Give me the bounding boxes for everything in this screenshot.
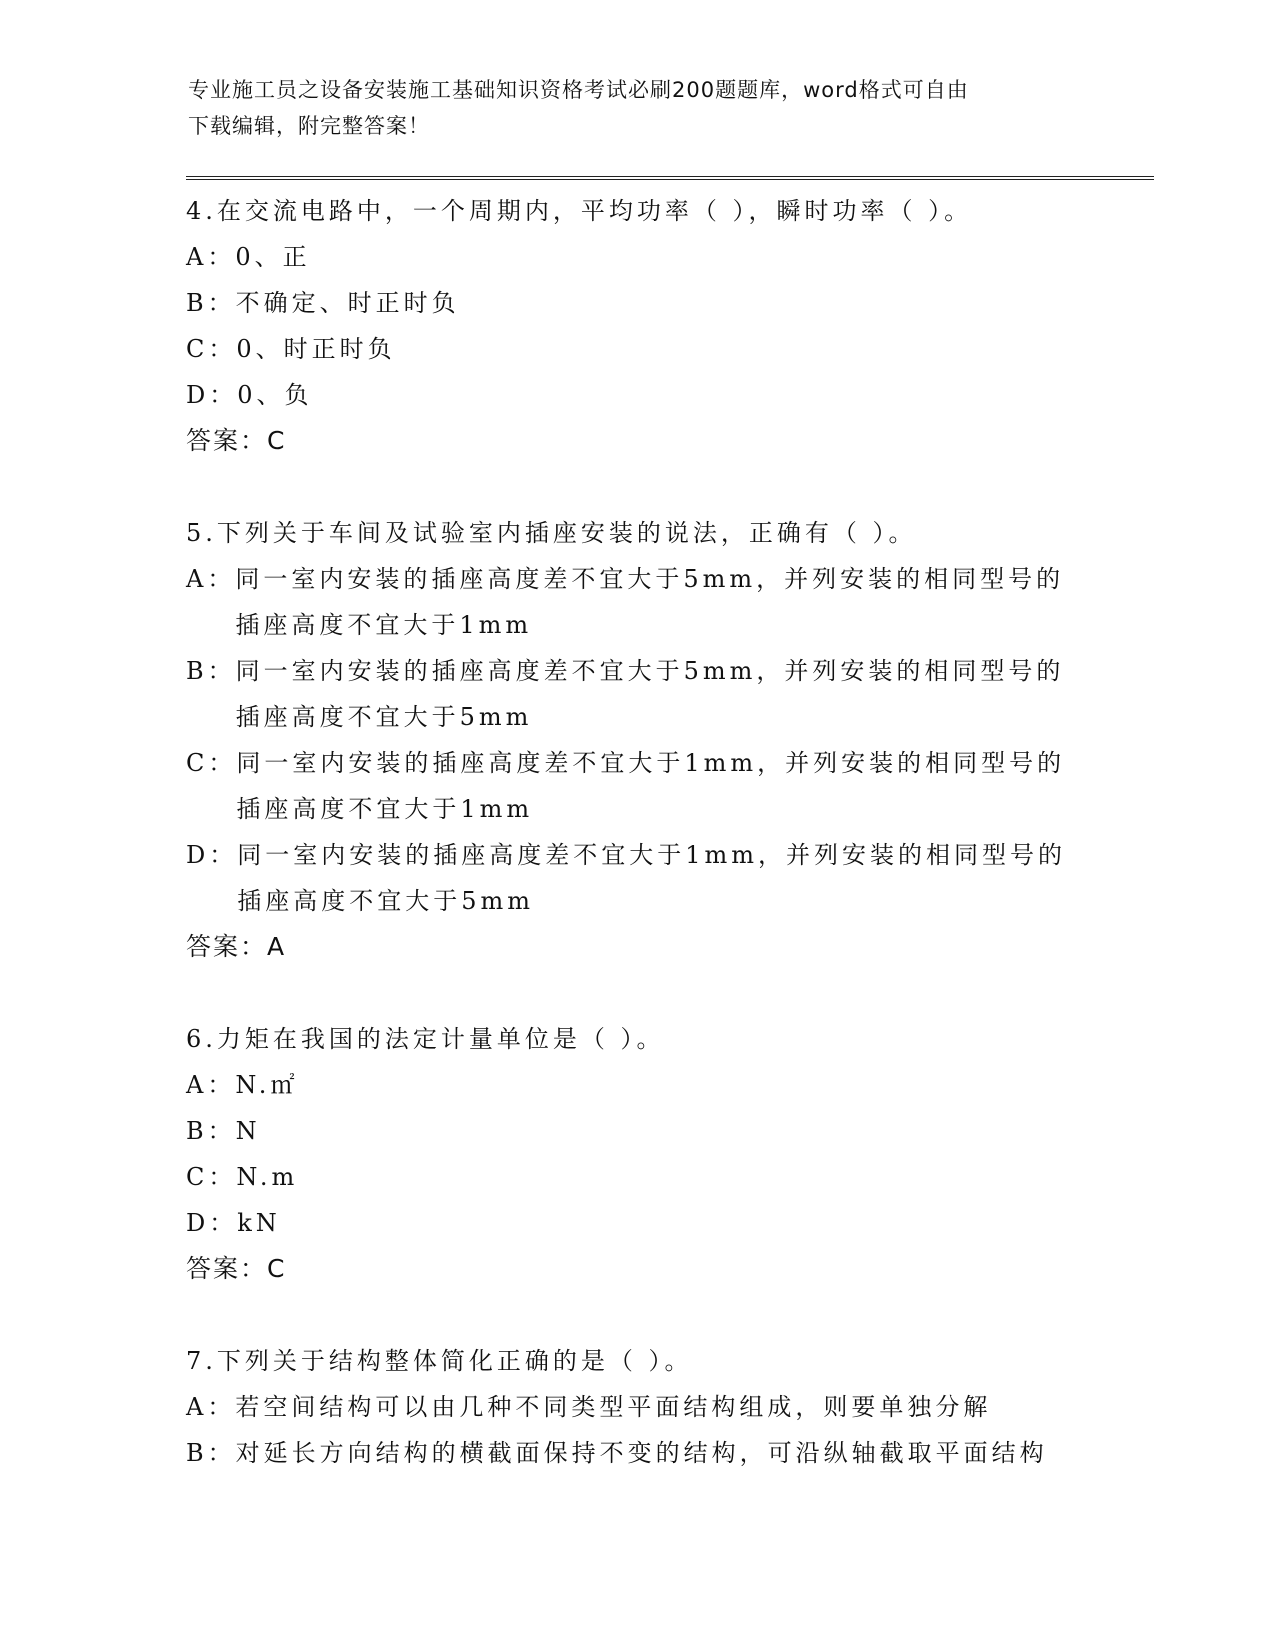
option-key: C： [186, 1163, 237, 1191]
option-text-line: kN [237, 1209, 281, 1237]
option-item [186, 1200, 1086, 1246]
option-text-line: 同一室内安装的插座高度差不宜大于1mm，并列安装的相同型号的 [237, 841, 1067, 869]
question-block [186, 1016, 1086, 1292]
option-text [237, 832, 1077, 924]
option-item [186, 234, 1086, 280]
option-key: A： [186, 243, 236, 271]
option-text [236, 740, 1076, 832]
option-text-line: N [235, 1117, 261, 1145]
option-text-line: 插座高度不宜大于1mm [235, 611, 533, 639]
option-text-line: 同一室内安装的插座高度差不宜大于5mm，并列安装的相同型号的 [235, 565, 1065, 593]
option-key: D： [186, 841, 238, 869]
option-text-line: 对延长方向结构的横截面保持不变的结构，可沿纵轴截取平面结构 [235, 1439, 1048, 1467]
option-text [235, 1062, 1075, 1108]
option-text-line: 0、时正时负 [236, 335, 396, 363]
option-text [236, 326, 1076, 372]
option-item [186, 1154, 1086, 1200]
option-text [235, 1384, 1075, 1430]
option-item [186, 556, 1086, 648]
option-text-line: 同一室内安装的插座高度差不宜大于1mm，并列安装的相同型号的 [236, 749, 1066, 777]
option-key: C： [186, 335, 237, 363]
option-text [236, 1108, 1076, 1154]
option-text-line: 插座高度不宜大于1mm [236, 795, 534, 823]
option-text-line: N.m [236, 1163, 299, 1191]
option-text [237, 1200, 1077, 1246]
option-text [236, 280, 1076, 326]
option-key: B： [186, 1439, 236, 1467]
option-key: A： [186, 565, 236, 593]
option-text-line: N.㎡ [235, 1071, 299, 1099]
option-key: D： [186, 1209, 238, 1237]
option-item [186, 832, 1086, 924]
option-text [237, 372, 1077, 418]
option-item [186, 372, 1086, 418]
answer-line: 答案：A [186, 932, 287, 961]
option-text-line: 插座高度不宜大于5mm [237, 887, 535, 915]
document-header [188, 72, 1068, 144]
option-item [186, 280, 1086, 326]
option-text [235, 556, 1075, 648]
option-item [186, 1062, 1086, 1108]
question-block [186, 1338, 1086, 1476]
question-block [186, 510, 1086, 970]
question-list [186, 188, 1086, 1522]
question-stem: 6.力矩在我国的法定计量单位是（ ）。 [186, 1025, 665, 1053]
question-stem: 4.在交流电路中，一个周期内，平均功率（ ），瞬时功率（ ）。 [186, 197, 973, 225]
option-key: C： [186, 749, 237, 777]
option-text-line: 0、正 [235, 243, 311, 271]
option-item [186, 648, 1086, 740]
option-key: D： [186, 381, 238, 409]
option-key: B： [186, 1117, 236, 1145]
option-text [235, 234, 1075, 280]
option-item [186, 326, 1086, 372]
option-key: A： [186, 1071, 236, 1099]
header-line-2: 下载编辑，附完整答案！ [188, 114, 430, 138]
option-text-line: 若空间结构可以由几种不同类型平面结构组成，则要单独分解 [235, 1393, 992, 1421]
option-text-line: 同一室内安装的插座高度差不宜大于5mm，并列安装的相同型号的 [235, 657, 1065, 685]
option-item [186, 1108, 1086, 1154]
answer-line: 答案：C [186, 1254, 287, 1283]
header-divider [186, 176, 1154, 180]
option-text [236, 648, 1076, 740]
option-item [186, 1430, 1086, 1476]
option-text-line: 不确定、时正时负 [235, 289, 460, 317]
option-text-line: 插座高度不宜大于5mm [235, 703, 533, 731]
option-key: B： [186, 657, 236, 685]
option-key: B： [186, 289, 236, 317]
option-text [236, 1430, 1076, 1476]
question-stem: 5.下列关于车间及试验室内插座安装的说法，正确有（ ）。 [186, 519, 917, 547]
question-stem: 7.下列关于结构整体简化正确的是（ ）。 [186, 1347, 693, 1375]
option-text [236, 1154, 1076, 1200]
option-item [186, 740, 1086, 832]
option-text-line: 0、负 [237, 381, 313, 409]
option-key: A： [186, 1393, 236, 1421]
question-block [186, 188, 1086, 464]
option-item [186, 1384, 1086, 1430]
header-line-1: 专业施工员之设备安装施工基础知识资格考试必刷200题题库，word格式可自由 [188, 78, 969, 102]
answer-line: 答案：C [186, 426, 287, 455]
